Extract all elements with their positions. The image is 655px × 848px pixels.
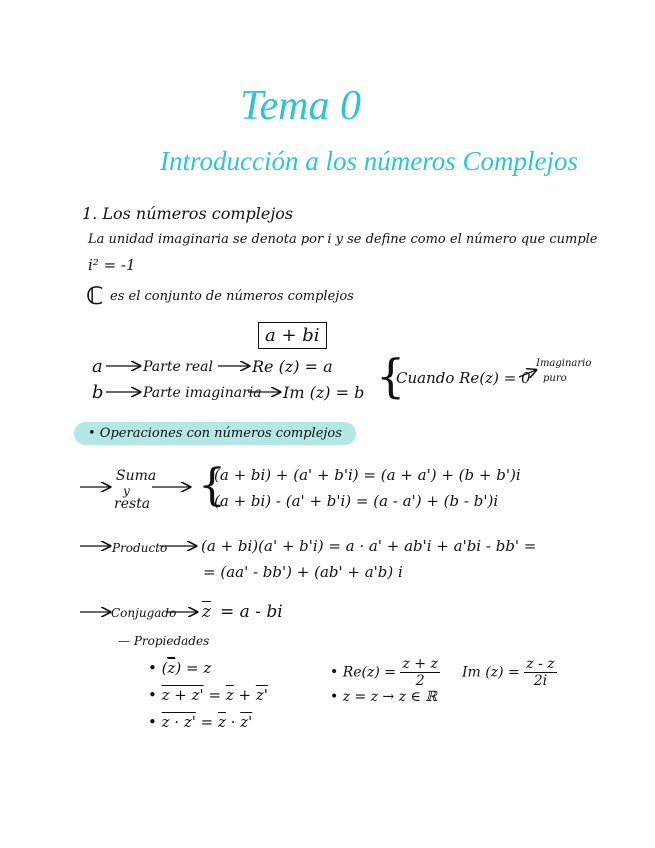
suma-label: Suma (116, 468, 157, 484)
a-label: a (92, 356, 103, 377)
brace-ops: { (198, 460, 226, 511)
conjugado-label: Conjugado (111, 606, 177, 620)
complex-set-symbol: ℂ (86, 282, 104, 310)
suma-equation: (a + bi) + (a' + b'i) = (a + a') + (b + b')i (214, 466, 521, 484)
y-label: y (123, 484, 130, 498)
conjugate-rhs: = a - bi (220, 602, 283, 622)
property-sum-conjugate: • $z + z' = \overline{z} + z'$ (148, 686, 268, 704)
im-equation: Im (z) = b (283, 383, 365, 402)
section-heading: 1. Los números complejos (82, 204, 294, 223)
producto-label: Producto (112, 541, 168, 555)
page-title: Tema 0 (240, 83, 361, 129)
producto-equation-2: = (aa' - bb') + (ab' + a'b) i (203, 563, 403, 581)
imaginario-label: Imaginario (536, 358, 592, 369)
imag-part-label: Parte imaginaria (143, 385, 262, 401)
producto-equation-1: (a + bi)(a' + b'i) = a · a' + ab'i + a'bi - bb' = (201, 537, 537, 555)
standard-form-box: a + bi (258, 322, 327, 349)
puro-label: puro (543, 373, 567, 384)
property-im-formula: Im (z) = $\frac{z - z}{2i}$ (462, 656, 555, 689)
brace: { (376, 349, 406, 403)
re-equation: Re (z) = a (252, 357, 333, 376)
bullet: • (148, 713, 162, 731)
bullet: • (148, 686, 162, 704)
page-subtitle: Introducción a los números Complejos (160, 146, 578, 176)
property-real-condition: • z = z → z ∈ ℝ (330, 689, 437, 705)
i-squared-line: i² = -1 (88, 256, 136, 274)
real-part-label: Parte real (143, 359, 213, 375)
property-double-conjugate: • $(\overline{z}) = z$ (148, 659, 212, 677)
bullet: • (148, 659, 162, 677)
property-product-conjugate: • $z \cdot z' = \overline{z} \cdot z'$ (148, 713, 253, 731)
property-re-formula: • Re(z) = $\frac{z + z}{2}$ (330, 656, 438, 689)
re-fraction: $\frac{z + z}{2}$ (402, 656, 438, 689)
propiedades-label: — Propiedades (118, 634, 210, 648)
complex-set-line: es el conjunto de números complejos (110, 289, 354, 304)
double-bar-z: $\overline{z}$ (167, 659, 176, 677)
operations-pill: • Operaciones con números complejos (74, 422, 356, 445)
resta-equation: (a + bi) - (a' + b'i) = (a - a') + (b - b')i (214, 492, 499, 510)
resta-label: resta (114, 496, 151, 512)
cuando-label: Cuando Re(z) = 0 (396, 369, 531, 387)
definition-line: La unidad imaginaria se denota por i y se define como el número que cumple (88, 232, 598, 247)
conjugate-z: $\overline{z}$ (202, 602, 211, 622)
im-fraction: $\frac{z - z}{2i}$ (526, 656, 555, 689)
b-label: b (92, 382, 104, 403)
